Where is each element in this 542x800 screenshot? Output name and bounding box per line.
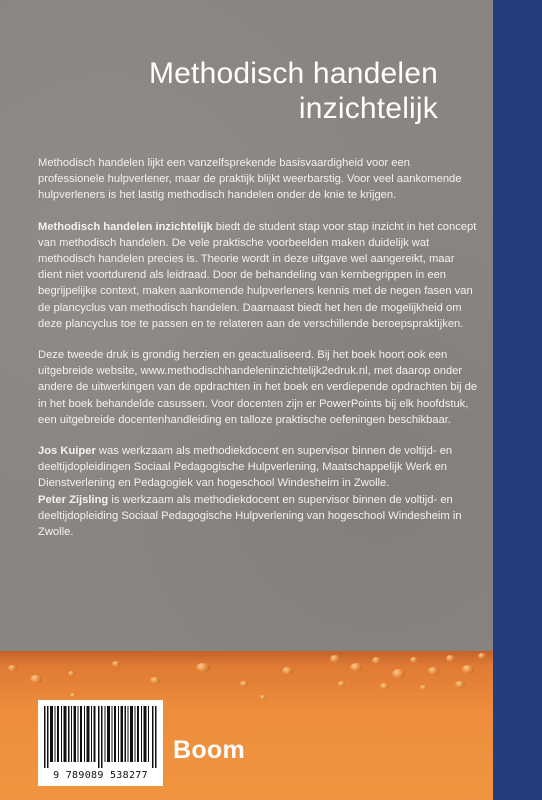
book-title xyxy=(40,56,438,126)
water-drop xyxy=(68,671,75,676)
water-drop xyxy=(240,681,248,687)
water-drop xyxy=(380,683,389,690)
water-drop xyxy=(428,667,439,675)
water-drop xyxy=(462,665,474,674)
author-1-name: Jos Kuiper xyxy=(38,445,96,458)
author-1-bio: was werkzaam als methodiekdocent en supervisor binnen de voltijd- en deeltijdopleidingen Sociaal Pedagogische Hulpverlening, Maatschappelijk Werk en Dienstverlening en Pedagogiek van hogeschool Windesheim in Zwolle. xyxy=(38,445,453,490)
water-drop xyxy=(112,661,120,667)
barcode xyxy=(38,700,163,786)
paragraph-description-rest: biedt de student stap voor stap inzicht in het concept van methodisch handelen. De vele praktische voorbeelden maken duidelijk wat methodisch handelen precies is. Theorie wordt in deze uitgave wel aangereikt, maar dient niet voortdurend als leidraad. Door de behandeling van kernbegrippen in een begrijpelijke context, maken aankomende hulpverleners kennis met de negen fasen van de plancyclus van methodisch handelen. Daarnaast biedt het hen de mogelijkheid om deze plancyclus toe te passen en te relateren aan de verschillende beroepspraktijken. xyxy=(38,220,477,330)
paragraph-description-bold: Methodisch handelen inzichtelijk xyxy=(38,220,213,233)
author-bio-2 xyxy=(38,492,478,541)
paragraph-edition: Deze tweede druk is grondig herzien en geactualiseerd. Bij het boek hoort ook een uitgebreide website, www.methodischhandeleninzichtelijk2edruk.nl, met daarop onder andere de uitwerkingen van de opdrachten in het boek en verdiepende opdrachten bij de in het boek behandelde casussen. Voor docenten zijn er PowerPoints bij elk hoofdstuk, een uitgebreide docentenhandleiding en talloze praktische oefeningen beschikbaar. xyxy=(38,349,478,426)
author-bio-1 xyxy=(38,443,478,492)
water-drop xyxy=(350,663,362,672)
water-drop xyxy=(260,695,266,700)
water-drop xyxy=(330,655,340,663)
title-line-2: inzichtelijk xyxy=(298,92,438,125)
water-drop xyxy=(338,681,345,687)
isbn-digits: 9 789089 538277 xyxy=(53,770,148,781)
water-drop xyxy=(410,657,418,663)
paragraph-intro: Methodisch handelen lijkt een vanzelfsprekende basisvaardigheid voor een professionele hulpverlener, maar de praktijk blijkt weerbarstig. Voor veel aankomende hulpverleners is het lastig methodisch handelen onder de knie te krijgen. xyxy=(38,157,462,202)
water-drop xyxy=(196,663,210,672)
author-2-name: Peter Zijsling xyxy=(38,493,109,506)
water-drop xyxy=(70,693,76,698)
barcode-bars xyxy=(44,706,157,768)
paragraph-description xyxy=(38,219,478,332)
water-drop xyxy=(150,677,160,684)
water-drop xyxy=(372,657,381,664)
publisher-logo: Boom xyxy=(173,736,246,764)
title-line-1: Methodisch handelen xyxy=(148,57,438,90)
water-drop xyxy=(420,685,427,690)
water-drop xyxy=(392,669,405,679)
author-2-bio: is werkzaam als methodiekdocent en supervisor binnen de voltijd- en deeltijdopleiding Sociaal Pedagogische Hulpverlening van hogeschool Windesheim in Zwolle. xyxy=(38,493,462,539)
blurb xyxy=(38,155,478,555)
water-drop xyxy=(282,667,293,675)
water-drop xyxy=(478,653,486,659)
water-drop xyxy=(30,675,42,683)
blue-edge-stripe xyxy=(493,0,542,800)
water-drop xyxy=(8,665,17,671)
water-drop xyxy=(455,681,465,688)
water-drop xyxy=(446,655,455,662)
